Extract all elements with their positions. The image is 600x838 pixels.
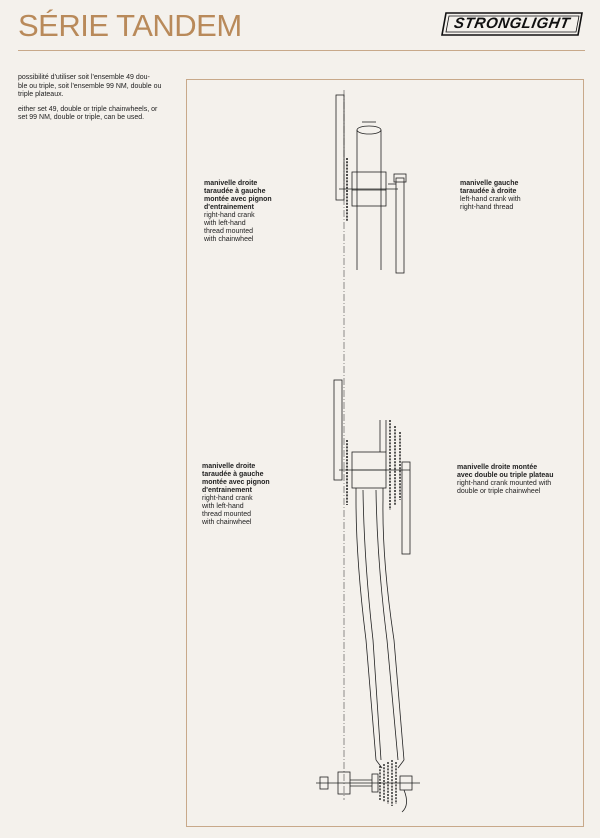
label-line: manivelle droite [202, 463, 256, 470]
label-line: d'entrainement [204, 204, 254, 211]
intro-fr-line: ble ou triple, soit l'ensemble 99 NM, double ou [18, 82, 162, 90]
label-line: right-hand crank [202, 495, 253, 502]
label-top-left [204, 180, 272, 244]
label-line: manivelle droite montée [457, 464, 538, 471]
label-bottom-left [202, 463, 270, 527]
rear-hub [316, 760, 420, 812]
top-crank-assembly [336, 95, 406, 273]
label-line: taraudée à gauche [202, 471, 264, 478]
bottom-crank-assembly [334, 380, 410, 554]
label-line: taraudée à gauche [204, 188, 266, 195]
intro-en-line: either set 49, double or triple chainwheels, or [18, 105, 158, 113]
label-bottom-right [457, 464, 553, 496]
label-top-right [460, 180, 521, 212]
label-line: thread mounted [202, 511, 252, 518]
label-line: with left-hand [202, 503, 244, 510]
label-line: manivelle gauche [460, 180, 519, 187]
label-line: right-hand thread [460, 204, 514, 211]
label-line: double or triple chainwheel [457, 488, 541, 495]
label-line: montée avec pignon [202, 479, 270, 486]
page-title: SÉRIE TANDEM [18, 8, 242, 43]
intro-fr-line: triple plateaux. [18, 91, 64, 99]
label-line: taraudée à droite [460, 188, 517, 195]
label-line: thread mounted [204, 228, 254, 235]
label-line: with chainwheel [204, 236, 254, 243]
chainstays [356, 488, 404, 768]
label-line: montée avec pignon [204, 196, 272, 203]
intro-en-line: set 99 NM, double or triple, can be used. [18, 114, 145, 122]
label-line: avec double ou triple plateau [457, 472, 554, 479]
logo-text: STRONGLIGHT [452, 15, 572, 32]
label-line: d'entrainement [202, 487, 252, 494]
label-line: right-hand crank [204, 212, 255, 219]
label-line: with chainwheel [202, 519, 252, 526]
label-line: manivelle droite [204, 180, 258, 187]
label-line: with left-hand [204, 220, 246, 227]
label-line: left-hand crank with [460, 196, 521, 203]
label-line: right-hand crank mounted with [457, 480, 552, 487]
intro-fr-line: possibilité d'utiliser soit l'ensemble 49 dou- [18, 74, 150, 81]
